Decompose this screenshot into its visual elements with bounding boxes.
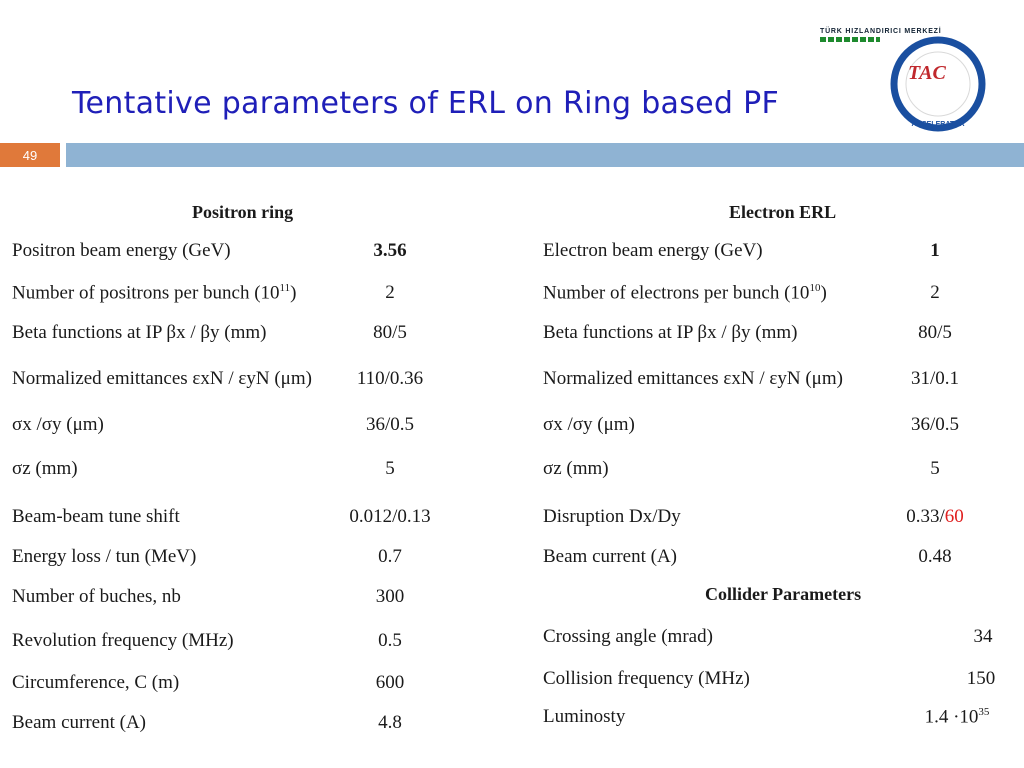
row-value: 36/0.5 bbox=[365, 414, 415, 435]
table-row bbox=[12, 626, 402, 656]
table-row bbox=[543, 454, 940, 484]
row-value: 0.33/60 bbox=[906, 506, 964, 527]
table-row bbox=[12, 236, 407, 266]
row-label: Normalized emittances εxN / εyN (μm) bbox=[12, 368, 312, 389]
table-row bbox=[12, 542, 402, 572]
row-label: Crossing angle (mrad) bbox=[543, 626, 713, 647]
row-label: Revolution frequency (MHz) bbox=[12, 630, 234, 651]
row-value: 150 bbox=[966, 668, 996, 689]
row-label: σx /σy (μm) bbox=[12, 414, 104, 435]
row-label: Circumference, C (m) bbox=[12, 672, 180, 693]
row-label: Disruption Dx/Dy bbox=[543, 506, 681, 527]
row-label: σz (mm) bbox=[543, 458, 609, 479]
row-label: Number of buches, nb bbox=[12, 586, 181, 607]
header-bar bbox=[66, 143, 1024, 167]
highlight-value: 60 bbox=[944, 506, 964, 527]
table-row bbox=[12, 582, 405, 612]
table-row bbox=[12, 454, 395, 484]
svg-text:ACCELERATOR: ACCELERATOR bbox=[911, 121, 965, 128]
positron-ring-heading: Positron ring bbox=[192, 202, 294, 222]
row-label: Collision frequency (MHz) bbox=[543, 668, 750, 689]
row-label: Number of electrons per bunch $(10^{10})$ bbox=[543, 281, 827, 304]
table-row bbox=[543, 318, 952, 348]
table-row bbox=[543, 542, 952, 572]
row-value: 3.56 bbox=[373, 240, 407, 261]
table-row bbox=[543, 236, 940, 266]
logo-caption: TÜRK HIZLANDIRICI MERKEZİ bbox=[820, 28, 942, 35]
logo-text: TAC bbox=[908, 62, 946, 84]
row-value: 5 bbox=[385, 458, 395, 479]
slide-number: 49 bbox=[0, 143, 60, 167]
row-label: Energy loss / tun (MeV) bbox=[12, 546, 197, 567]
row-value: 110/0.36 bbox=[356, 368, 424, 389]
table-row bbox=[543, 410, 960, 440]
row-label: σx /σy (μm) bbox=[543, 414, 635, 435]
table-row bbox=[543, 364, 960, 394]
row-value: 80/5 bbox=[373, 322, 407, 343]
table-row bbox=[543, 622, 993, 652]
row-value: $1.4 \cdot 10^{35}$ bbox=[924, 705, 990, 728]
row-value: 34 bbox=[973, 626, 993, 647]
row-label: Beam current (A) bbox=[543, 546, 677, 567]
row-label: Electron beam energy (GeV) bbox=[543, 240, 763, 261]
table-row bbox=[543, 702, 990, 732]
row-label: σz (mm) bbox=[12, 458, 78, 479]
row-value: 600 bbox=[375, 672, 405, 693]
electron-erl-heading: Electron ERL bbox=[729, 202, 837, 222]
table-row bbox=[12, 318, 407, 348]
row-label: Beam current (A) bbox=[12, 712, 146, 733]
table-row bbox=[12, 708, 402, 738]
row-value: 0.012/0.13 bbox=[349, 506, 431, 527]
row-value: 31/0.1 bbox=[910, 368, 960, 389]
row-label: Number of positrons per bunch $(10^{11})$ bbox=[12, 281, 297, 304]
row-label: Luminosty bbox=[543, 706, 626, 727]
row-label: Beam-beam tune shift bbox=[12, 506, 180, 527]
row-value: 36/0.5 bbox=[910, 414, 960, 435]
row-label: Beta functions at IP βx / βy (mm) bbox=[12, 322, 267, 343]
row-value: 0.7 bbox=[378, 546, 402, 567]
table-row bbox=[543, 278, 940, 308]
table-row bbox=[12, 668, 405, 698]
row-value: 4.8 bbox=[378, 712, 402, 733]
table-row bbox=[12, 278, 395, 308]
row-value: 80/5 bbox=[918, 322, 952, 343]
row-value: 2 bbox=[930, 282, 940, 303]
table-row bbox=[12, 410, 415, 440]
table-row bbox=[543, 502, 964, 532]
row-value: 300 bbox=[375, 586, 405, 607]
row-value: 5 bbox=[930, 458, 940, 479]
row-label: Positron beam energy (GeV) bbox=[12, 240, 231, 261]
slide-title: Tentative parameters of ERL on Ring based PF bbox=[72, 86, 780, 121]
table-row bbox=[12, 502, 431, 532]
row-value: 0.5 bbox=[378, 630, 402, 651]
table-row bbox=[543, 664, 996, 694]
row-value: 2 bbox=[385, 282, 395, 303]
row-value: 1 bbox=[930, 240, 940, 261]
row-label: Beta functions at IP βx / βy (mm) bbox=[543, 322, 798, 343]
table-row bbox=[12, 364, 424, 394]
row-label: Normalized emittances εxN / εyN (μm) bbox=[543, 368, 843, 389]
collider-heading: Collider Parameters bbox=[705, 584, 862, 604]
row-value: 0.48 bbox=[918, 546, 952, 567]
